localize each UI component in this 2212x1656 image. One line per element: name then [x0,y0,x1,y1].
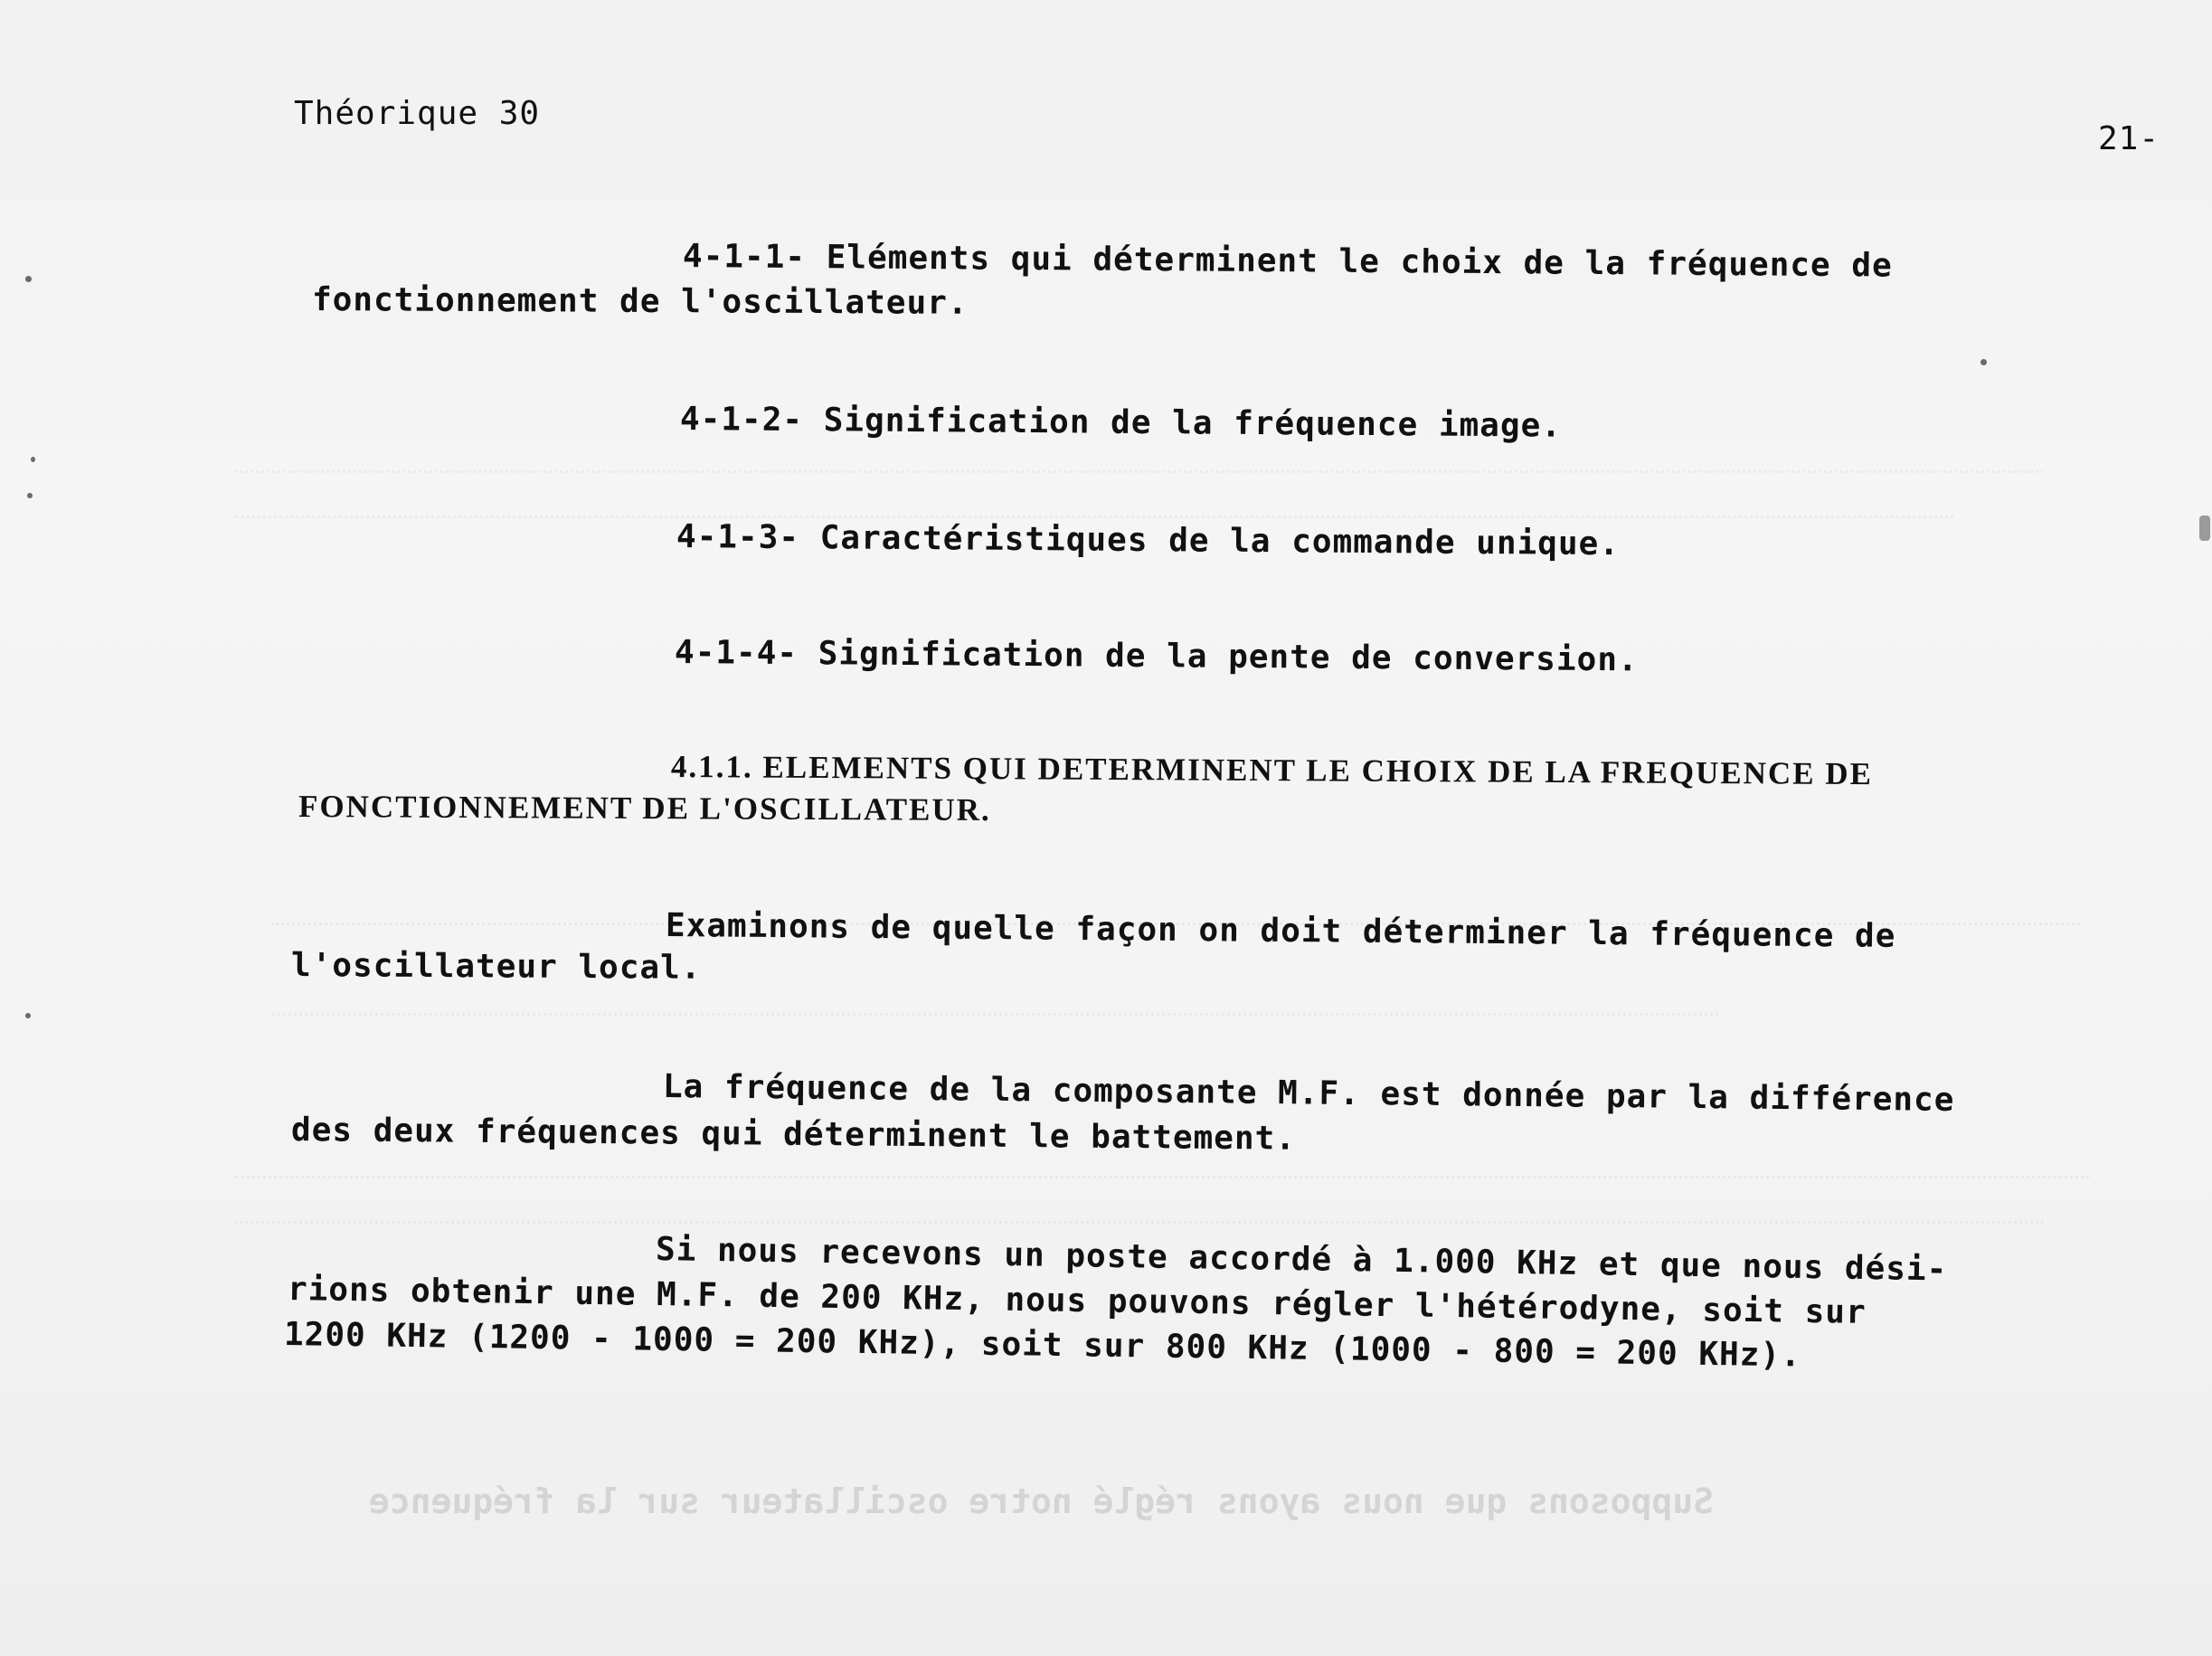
paragraph-3-line1: Si nous recevons un poste accordé à 1.000 KHz et que nous dési- [655,1231,1948,1289]
section-heading-line1: 4.1.1. ELEMENTS QUI DETERMINENT LE CHOIX DE LA FREQUENCE DE [670,749,1874,792]
outline-item-3: 4-1-3- Caractéristiques de la commande unique. [676,518,1621,563]
show-through-mirrored-text: Supposons que nous ayons réglé notre oscillateur sur la fréquence [368,1481,1714,1521]
scan-speck [25,1013,31,1018]
outline-item-4: 4-1-4- Signification de la pente de conversion. [674,634,1639,679]
outline-item-1-line1: 4-1-1- Eléments qui déterminent le choix de la fréquence de [682,238,1893,285]
scan-speck [25,276,32,282]
outline-item-1-line2: fonctionnement de l'oscillateur. [311,281,969,322]
paragraph-3-line3: 1200 KHz (1200 - 1000 = 200 KHz), soit sur 800 KHz (1000 - 800 = 200 KHz). [283,1316,1802,1375]
scan-speck [27,493,33,498]
paragraph-1-line1: Examinons de quelle façon on doit déterminer la fréquence de [665,907,1896,955]
paragraph-2-line2: des deux fréquences qui déterminent le battement. [290,1112,1297,1158]
paragraph-1-line2: l'oscillateur local. [290,947,702,987]
paragraph-2-line1: La fréquence de la composante M.F. est donnée par la différence [662,1068,1955,1119]
document-title: Théorique 30 [294,95,541,132]
page-number: 21- [2098,120,2160,157]
scan-speck [31,457,35,462]
outline-item-2: 4-1-2- Signification de la fréquence image. [679,401,1563,445]
section-heading-line2: FONCTIONNEMENT DE L'OSCILLATEUR. [298,789,991,828]
scan-speck [1980,359,1987,365]
paragraph-3-line2: rions obtenir une M.F. de 200 KHz, nous pouvons régler l'hétérodyne, soit sur [287,1271,1867,1331]
scan-speck [2199,516,2210,541]
